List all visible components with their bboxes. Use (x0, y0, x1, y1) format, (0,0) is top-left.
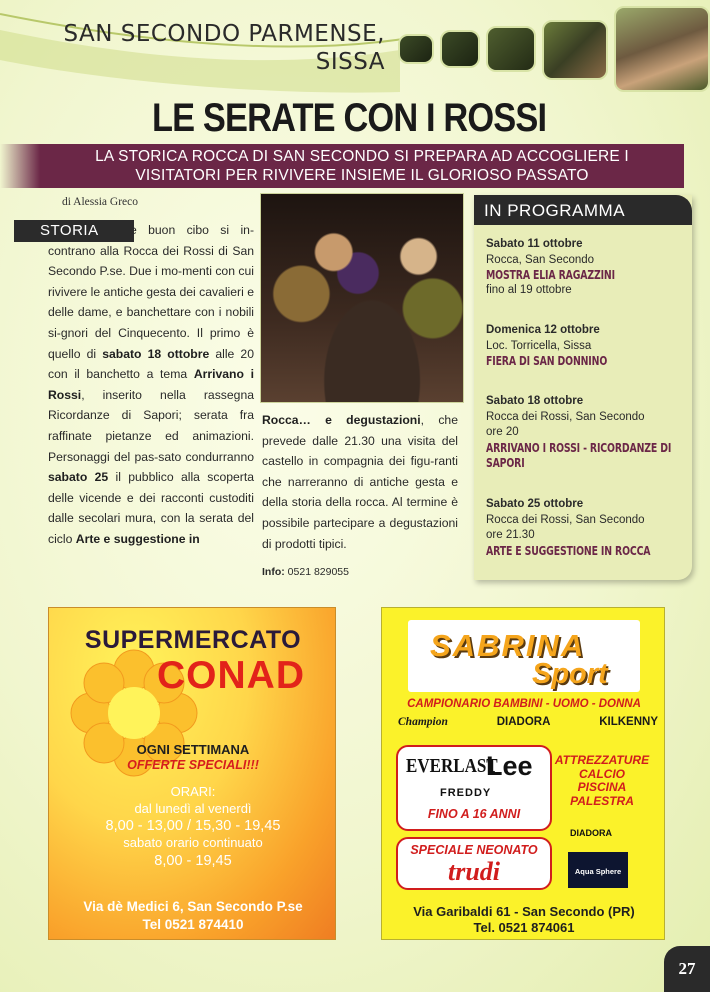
event-day: Sabato 18 ottobre (486, 395, 584, 407)
sabrina-brand-row (398, 716, 658, 728)
event-day: Sabato 25 ottobre (486, 498, 584, 510)
event-place: Rocca dei Rossi, San Secondo (486, 513, 645, 526)
brand-lee: Lee (486, 751, 533, 781)
header-band (0, 0, 710, 92)
brand-freddy: FREDDY (440, 787, 492, 799)
col1-bold-1: sabato 18 ottobre (102, 346, 210, 361)
col1-text-4: il pubblico alla scoperta delle vicende e dei racconti custoditi dalle secolari mura, con la serata del ciclo (48, 470, 254, 546)
ad-conad[interactable] (48, 607, 336, 940)
info-label: Info: (262, 566, 285, 578)
header-photo (486, 26, 536, 72)
info-phone: 0521 829055 (287, 566, 349, 578)
conad-offers: OFFERTE SPECIALI!!! (127, 758, 259, 772)
event-name: FIERA DI SAN DONNINO (486, 354, 608, 368)
sabrina-fino: FINO A 16 ANNI (427, 807, 521, 821)
byline: di Alessia Greco (62, 196, 139, 208)
brand-kilkenny: KILKENNY (599, 716, 658, 728)
event-time: ore 20 (486, 426, 519, 438)
event-time: ore 21.30 (486, 529, 535, 541)
program-heading: IN PROGRAMMA (474, 195, 692, 225)
event-extra: fino al 19 ottobre (486, 284, 572, 296)
sabrina-neonato: SPECIALE NEONATO (410, 843, 538, 857)
col1-bold-3: sabato 25 (48, 470, 109, 485)
event-place: Rocca dei Rossi, San Secondo (486, 410, 645, 423)
brand-everlast: EVERLAST (406, 755, 498, 777)
program-event (486, 497, 682, 559)
sabrina-logo-line-2: Sport (532, 658, 608, 690)
attrezzature-line: ATTREZZATURE (554, 753, 650, 767)
brand-aqua-sphere: Aqua Sphere (568, 852, 628, 888)
sabrina-logo (408, 620, 640, 692)
article-subtitle (40, 147, 684, 185)
subtitle-line-2: VISITATORI PER RIVIVERE INSIEME IL GLORIOSO PASSATO (135, 167, 589, 184)
event-place: Loc. Torricella, Sissa (486, 339, 592, 352)
conad-address-block (49, 898, 336, 933)
header-photo (440, 30, 480, 68)
conad-address: Via dè Medici 6, San Secondo P.se (83, 899, 303, 914)
conad-title: SUPERMERCATO (84, 626, 302, 654)
subtitle-line-1: LA STORICA ROCCA DI SAN SECONDO SI PREPARA AD ACCOGLIERE I (95, 148, 629, 165)
sabrina-brand-box (396, 745, 552, 831)
sabrina-address: Via Garibaldi 61 - San Secondo (PR) (413, 904, 635, 919)
ad-sabrina-sport[interactable] (381, 607, 665, 940)
sabrina-logo-line-1: SABRINA (430, 628, 586, 663)
program-event (486, 323, 682, 369)
conad-brand: CONAD (157, 654, 305, 697)
brand-diadora-small: DIADORA (570, 828, 612, 838)
col1-text-2: alle 20 con il banchetto a tema (48, 346, 254, 382)
col2-bold-1: Rocca… e degustazioni (262, 413, 421, 427)
brand-champion: Champion (398, 716, 448, 728)
col1-bold-4: Arte e suggestione in (75, 531, 200, 546)
col2-text-1: , che prevede dalle 21.30 una visita del castello in compagnia dei figu-ranti che narreranno di antiche gesta e della storia della rocca. Al termine è possibile partecipare a degustazioni di prodotti tipici. (262, 413, 458, 551)
place-line-1: SAN SECONDO PARMENSE, (63, 21, 385, 47)
hours-week: 8,00 - 13,00 / 15,30 - 19,45 (105, 818, 281, 834)
brand-trudi: trudi (447, 857, 501, 886)
col1-bold-2: Arrivano i Rossi (48, 367, 254, 402)
hours-label: ORARI: (170, 784, 216, 799)
sabrina-address-block (382, 904, 666, 936)
sabrina-neonato-box (396, 837, 552, 890)
place-name (63, 20, 385, 76)
article-column-1 (48, 220, 254, 550)
sabrina-attrezzature (542, 754, 662, 808)
sabrina-tel: Tel. 0521 874061 (473, 920, 575, 935)
hours-sat: 8,00 - 19,45 (154, 852, 232, 869)
program-event (486, 394, 682, 471)
event-name: ARRIVANO I ROSSI - RICORDANZE DI SAPORI (486, 440, 672, 470)
header-photo (542, 20, 608, 80)
attrezzature-line: PISCINA (577, 780, 627, 794)
section-tag: STORIA (14, 220, 134, 242)
article-photo (260, 193, 464, 403)
event-name: MOSTRA ELIA RAGAZZINI (486, 268, 615, 282)
program-event (486, 237, 682, 299)
info-line (262, 566, 349, 578)
sabrina-campionario: CAMPIONARIO BAMBINI - UOMO - DONNA (407, 698, 641, 710)
place-line-2: SISSA (315, 49, 385, 75)
event-place: Rocca, San Secondo (486, 253, 595, 266)
col1-text-3: , inserito nella rassegna Ricordanze di Sapori; serata fra raffinate pietanze ed animazioni. Personaggi del pas-sato condurranno (48, 387, 254, 464)
header-photo-strip (398, 4, 710, 90)
conad-weekly: OGNI SETTIMANA (136, 742, 250, 757)
event-day: Sabato 11 ottobre (486, 238, 583, 250)
conad-hours (49, 784, 336, 870)
attrezzature-line: CALCIO (579, 766, 625, 781)
event-day: Domenica 12 ottobre (486, 324, 600, 336)
event-name: ARTE E SUGGESTIONE IN ROCCA (486, 543, 651, 558)
page-number: 27 (664, 946, 710, 992)
attrezzature-line: PALESTRA (570, 793, 634, 808)
header-photo-castle (614, 6, 710, 92)
brand-diadora: DIADORA (496, 716, 551, 728)
header-photo (398, 34, 434, 64)
article-column-2 (262, 410, 458, 554)
hours-sat-label: sabato orario continuato (123, 835, 263, 850)
article-title: LE SERATE CON I ROSSI (152, 96, 547, 140)
conad-tel: Tel 0521 874410 (142, 916, 244, 932)
hours-days: dal lunedì al venerdì (134, 800, 252, 816)
col1-text-1: e buon cibo si in-contrano alla Rocca dei Rossi di San Secondo P.se. Due i mo-menti con cui rivivere le antiche gesta dei cavalieri e delle dame, e banchettare con i nobili si-gnori del Cinquecento. Il primo è quello di (48, 223, 254, 361)
